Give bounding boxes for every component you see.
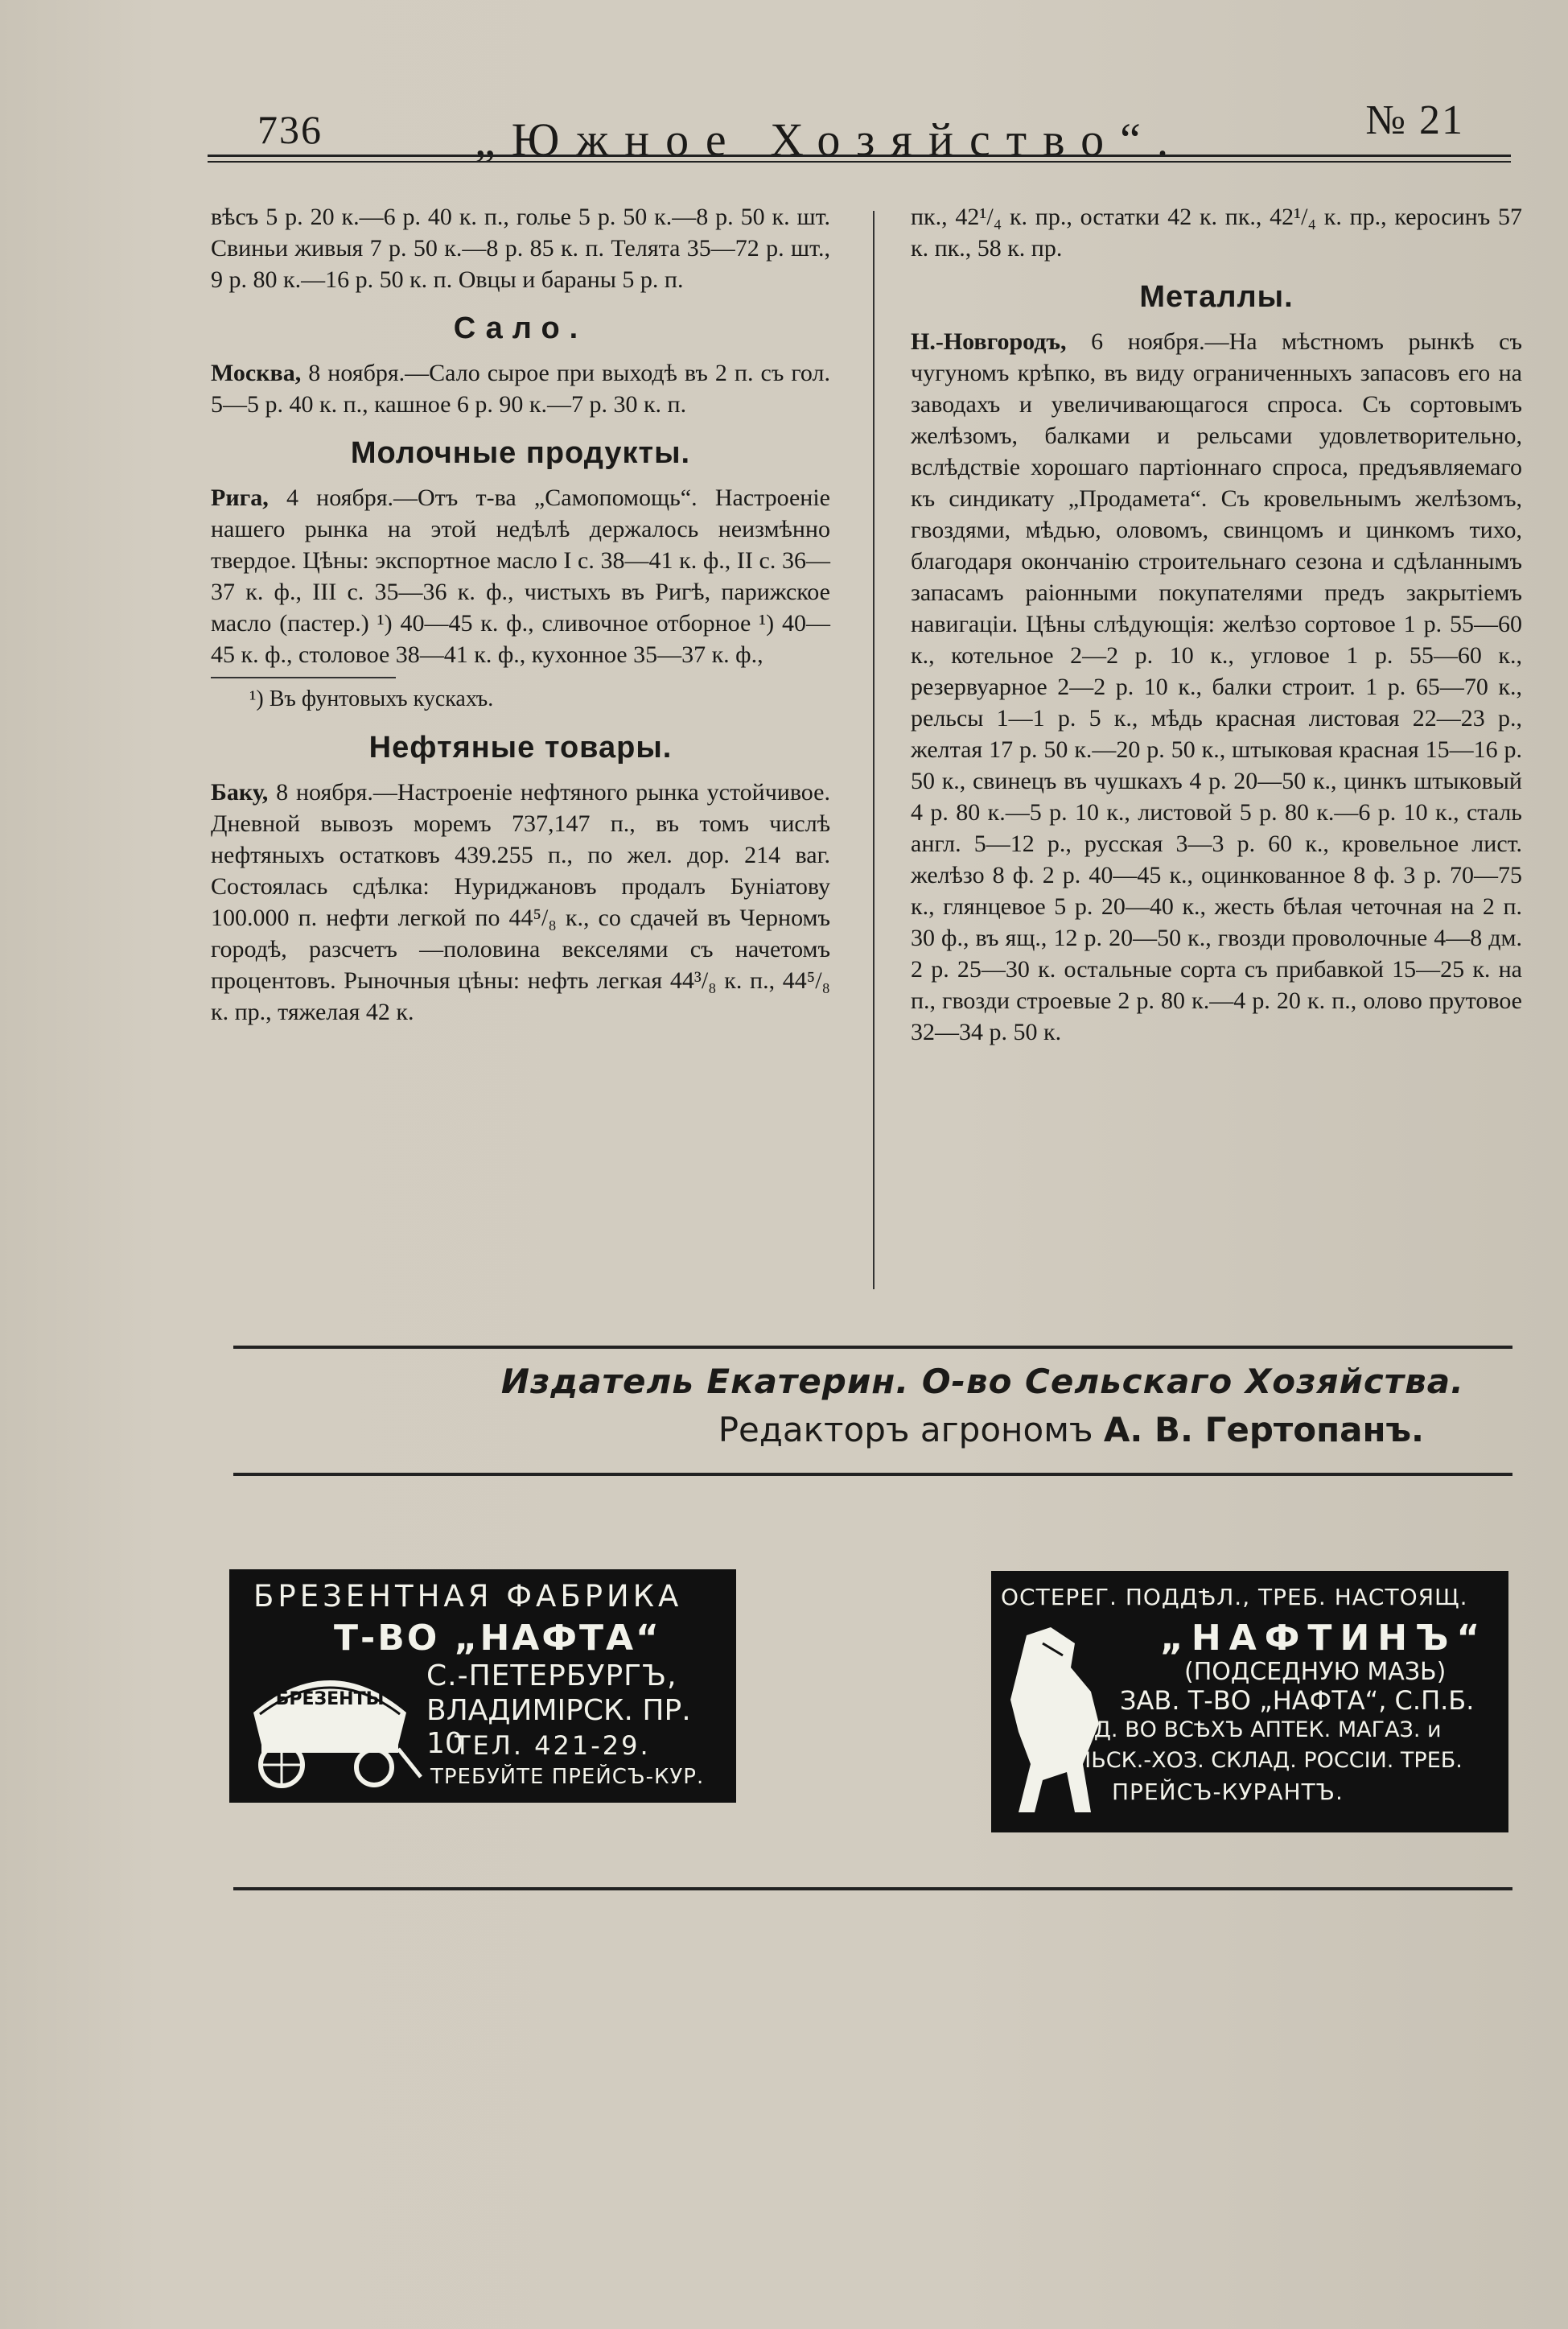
left-column	[211, 201, 830, 1028]
section-heading-salo: Сало.	[453, 311, 588, 345]
ad-line: ПРОД. ВО ВСѢХЪ АПТЕК. МАГАЗ. и	[1047, 1717, 1442, 1742]
article-body: 8 ноября.—Сало сырое при выходѣ въ 2 п. съ гол. 5—5 р. 40 к. п., кашное 6 р. 90 к.—7 р. 30 к. п.	[211, 360, 830, 418]
page-number: 736	[257, 107, 323, 152]
advertisement-naftin	[991, 1571, 1508, 1832]
journal-title: „Южное Хозяйство“.	[475, 113, 1185, 166]
article-body: 4 ноября.—Отъ т-ва „Самопомощь“. Настроеніе нашего рынка на этой недѣлѣ держалось неизмѣнно твердое. Цѣны: экспортное масло I с. 38—41 к. ф., II с. 36—37 к. ф., III с. 35—36 к. ф., чистыхъ въ Ригѣ, парижское масло (пастер.) ¹) 40—45 к. ф., сливочное отборное ¹) 40—45 к. ф., столовое 38—41 к. ф., кухонное 35—37 к. ф.,	[211, 484, 830, 668]
continued-text: пк., 42¹/₄ к. пр., остатки 42 к. пк., 42¹/₄ к. пр., керосинъ 57 к. пк., 58 к. пр.	[911, 204, 1522, 262]
ad-line: СЕЛЬСК.-ХОЗ. СКЛАД. РОССІИ. ТРЕБ.	[1046, 1748, 1463, 1773]
dateline-place: Баку,	[211, 779, 269, 806]
dateline-place: Москва,	[211, 360, 302, 386]
ad-line: ПРЕЙСЪ-КУРАНТЪ.	[1112, 1779, 1344, 1805]
footnote-rule	[211, 677, 396, 678]
dateline-place: Н.-Новгородъ,	[911, 328, 1067, 355]
section-heading-metals: Металлы.	[1139, 280, 1294, 314]
article-nizhny	[911, 326, 1522, 1048]
section-heading-dairy: Молочные продукты.	[350, 436, 691, 470]
issue-number: № 21	[1365, 97, 1464, 143]
dateline-place: Рига,	[211, 484, 269, 511]
publisher-line: Издатель Екатерин. О-во Сельскаго Хозяйства.	[500, 1362, 1464, 1401]
right-column	[911, 201, 1522, 1048]
section-heading-oil: Нефтяные товары.	[368, 731, 673, 765]
article-baku	[211, 777, 830, 1028]
running-header	[209, 97, 1512, 169]
ad-line: ТЕЛ. 421-29.	[455, 1730, 651, 1761]
editor-line	[241, 1410, 1424, 1449]
ad-line: ВЛАДИМІРСК. ПР. 10	[426, 1694, 691, 1760]
separator-rule-bottom	[233, 1473, 1512, 1476]
ad-line: (ПОДСЕДНУЮ МАЗЬ)	[1184, 1658, 1447, 1686]
article-moscow	[211, 357, 830, 420]
ad-line: БРЕЗЕНТНАЯ ФАБРИКА	[253, 1579, 683, 1614]
article-body: 8 ноября.—Настроеніе нефтяного рынка устойчивое. Дневной вывозъ моремъ 737,147 п., въ томъ числѣ нефтяныхъ остатковъ 439.255 п., по жел. дор. 214 ваг. Состоялась сдѣлка: Нуриджановъ продалъ Буніатову 100.000 п. нефти легкой по 44⁵/₈ к., со сдачей въ Черномъ городѣ, разсчетъ —половина векселями съ начетомъ процентовъ. Рыночныя цѣны: нефть легкая 44³/₈ к. п., 44⁵/₈ к. пр., тяжелая 42 к.	[211, 779, 830, 1025]
article-body: 6 ноября.—На мѣстномъ рынкѣ съ чугуномъ крѣпко, въ виду ограниченныхъ запасовъ его на заводахъ и увеличивающагося спроса. Съ сортовымъ желѣзомъ, балками и рельсами удовлетворительно, вслѣдствіе хорошаго партіоннаго спроса, предъявляемаго къ синдикату „Продамета“. Съ кровельнымъ желѣзомъ, гвоздями, мѣдью, оловомъ, свинцомъ и цинкомъ тихо, благодаря окончанію строительнаго сезона и сдѣланнымъ запасамъ раіонными покупателями предъ закрытіемъ навигаціи. Цѣны слѣдующія: желѣзо сортовое 1 р. 55—60 к., котельное 2—2 р. 10 к., угловое 1 р. 55—60 к., резервуарное 2—2 р. 10 к., балки строит. 1 р. 65—70 к., рельсы 1—1 р. 5 к., мѣдь красная листовая 22—23 р., желтая 17 р. 50 к.—20 р. 50 к., штыковая красная 15—16 р. 50 к., свинецъ въ чушкахъ 4 р. 20—50 к., цинкъ штыковый 4 р. 80 к.—5 р. 10 к., листовой 5 р. 80 к.—6 р. 10 к., сталь англ. 5—12 р., русская 3—3 р. 60 к., кровельное лист. желѣзо 8 ф. 2 р. 40—45 к., оцинкованное 8 ф. 3 р. 70—75 к., глянцевое 5 р. 20—40 к., жесть бѣлая четочная на 2 п. 30 ф., въ ящ., 12 р. 20—50 к., гвозди проволочные 4—8 дм. 2 р. 25—30 к. остальные сорта съ прибавкой 15—25 к. на п., гвозди строевые 2 р. 80 к.—4 р. 20 к. п., олово прутовое 32—34 р. 50 к.	[911, 328, 1522, 1045]
ad-brand: Т-ВО „НАФТА“	[334, 1618, 661, 1659]
ad-line: С.-ПЕТЕРБУРГЪ,	[426, 1659, 677, 1692]
wagon-icon	[237, 1656, 422, 1793]
separator-rule-end	[233, 1887, 1512, 1890]
editor-name: А. В. Гертопанъ.	[1103, 1410, 1424, 1449]
separator-rule-top	[233, 1346, 1512, 1349]
wagon-label: БРЕЗЕНТЫ	[275, 1689, 385, 1709]
ad-line: ЗАВ. Т-ВО „НАФТА“, С.П.Б.	[1120, 1685, 1475, 1716]
header-rule	[208, 155, 1511, 157]
advertisement-tarpaulin-factory	[229, 1569, 736, 1803]
footnote: ¹) Въ фунтовыхъ кускахъ.	[249, 686, 494, 711]
continued-text: вѣсъ 5 р. 20 к.—6 р. 40 к. п., голье 5 р. 50 к.—8 р. 50 к. шт. Свиньи живыя 7 р. 50 к.—8 р. 85 к. п. Телята 35—72 р. шт., 9 р. 80 к.—16 р. 50 к. п. Овцы и бараны 5 р. п.	[211, 204, 830, 293]
ad-line: ТРЕБУЙТЕ ПРЕЙСЪ-КУР.	[430, 1765, 705, 1789]
editor-prefix: Редакторъ агрономъ	[718, 1410, 1093, 1449]
article-riga	[211, 482, 830, 670]
ad-line: ОСТЕРЕГ. ПОДДѢЛ., ТРЕБ. НАСТОЯЩ.	[1001, 1584, 1468, 1610]
ad-brand: „НАФТИНЪ“	[1160, 1618, 1488, 1659]
column-divider	[873, 211, 875, 1289]
header-rule-thin	[208, 161, 1511, 163]
